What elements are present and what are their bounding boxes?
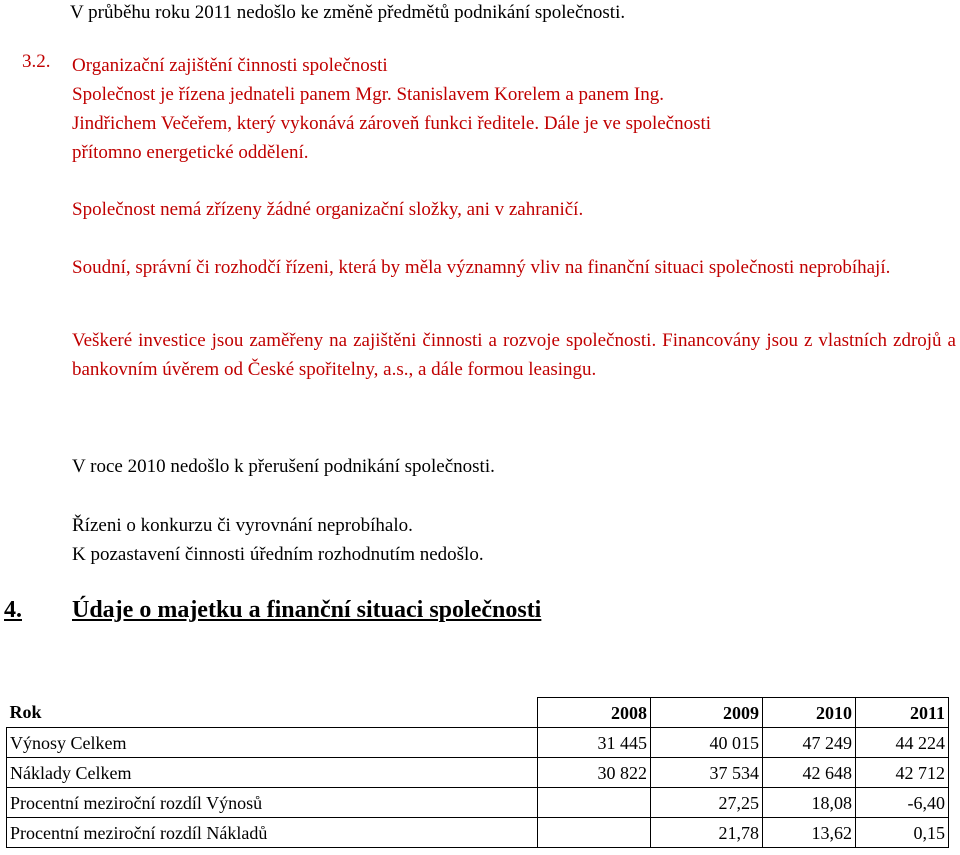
table-header-cell: 2009 <box>651 698 763 728</box>
section-4-number: 4. <box>4 597 22 623</box>
table-cell: 30 822 <box>538 758 651 788</box>
table-header-cell: 2011 <box>856 698 949 728</box>
table-cell: 27,25 <box>651 788 763 818</box>
table-cell: 42 712 <box>856 758 949 788</box>
table-header-cell: Rok <box>7 698 538 728</box>
section-3-2-line-3: přítomno energetické oddělení. <box>72 142 309 163</box>
table-row <box>7 788 949 818</box>
table-cell: 31 445 <box>538 728 651 758</box>
courts-paragraph: Soudní, správní či rozhodčí řízeni, která by měla významný vliv na finanční situaci společnosti neprobíhají. <box>72 257 891 278</box>
table-cell: 44 224 <box>856 728 949 758</box>
table-cell: 47 249 <box>763 728 856 758</box>
section-3-2-line-1: Společnost je řízena jednateli panem Mgr. Stanislavem Korelem a panem Ing. <box>72 84 664 105</box>
table-header-cell: 2010 <box>763 698 856 728</box>
table-cell: 37 534 <box>651 758 763 788</box>
table-cell: 40 015 <box>651 728 763 758</box>
table-header-cell: 2008 <box>538 698 651 728</box>
table-cell: 18,08 <box>763 788 856 818</box>
table-header-row <box>7 698 949 728</box>
table-row <box>7 818 949 848</box>
table-row <box>7 728 949 758</box>
section-3-2-title: Organizační zajištění činnosti společnosti <box>72 55 388 76</box>
no-interruption-paragraph: V roce 2010 nedošlo k přerušení podnikání společnosti. <box>72 456 495 477</box>
financial-table <box>6 697 949 848</box>
section-4-title: Údaje o majetku a finanční situaci společnosti <box>72 597 542 623</box>
section-3-2-number: 3.2. <box>22 51 51 72</box>
bankruptcy-paragraph: Řízeni o konkurzu či vyrovnání neprobíhalo. <box>72 515 413 536</box>
table-cell-label: Procentní meziroční rozdíl Nákladů <box>7 818 538 848</box>
table-cell-label: Náklady Celkem <box>7 758 538 788</box>
table-cell: 13,62 <box>763 818 856 848</box>
table-cell: 42 648 <box>763 758 856 788</box>
table-cell: -6,40 <box>856 788 949 818</box>
table-cell: 21,78 <box>651 818 763 848</box>
branches-paragraph: Společnost nemá zřízeny žádné organizační složky, ani v zahraničí. <box>72 199 584 220</box>
table-cell-label: Procentní meziroční rozdíl Výnosů <box>7 788 538 818</box>
section-3-2-line-2: Jindřichem Večeřem, který vykonává zároveň funkci ředitele. Dále je ve společnosti <box>72 113 712 134</box>
table-cell-label: Výnosy Celkem <box>7 728 538 758</box>
intro-paragraph: V průběhu roku 2011 nedošlo ke změně předmětů podnikání společnosti. <box>70 2 626 23</box>
suspension-paragraph: K pozastavení činnosti úředním rozhodnutím nedošlo. <box>72 544 484 565</box>
investments-paragraph: Veškeré investice jsou zaměřeny na zajištěni činnosti a rozvoje společnosti. Financovány jsou z vlastních zdrojů a bankovním úvěrem od České spořitelny, a.s., a dále formou leasingu. <box>72 330 956 380</box>
table-cell <box>538 788 651 818</box>
table-row <box>7 758 949 788</box>
table-cell: 0,15 <box>856 818 949 848</box>
table-cell <box>538 818 651 848</box>
